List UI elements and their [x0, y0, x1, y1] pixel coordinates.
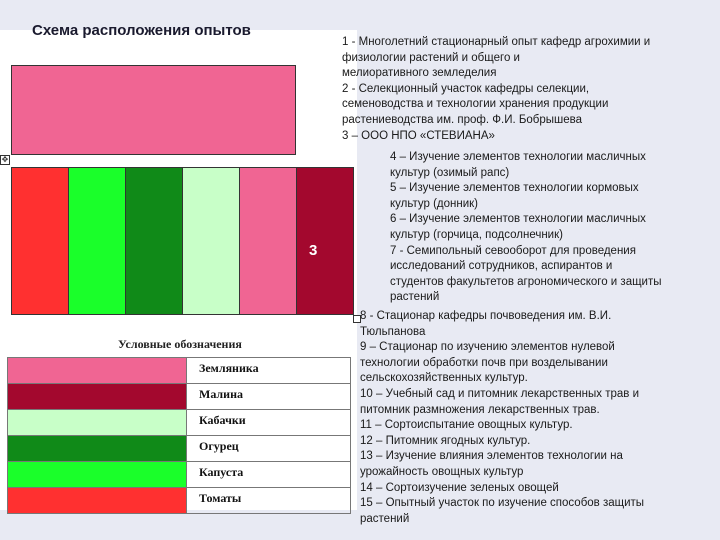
plot-strip [182, 167, 240, 315]
legend-label: Огурец [187, 436, 351, 462]
plot-strip [125, 167, 183, 315]
legend-swatch [8, 462, 187, 488]
legend-row [8, 384, 351, 410]
move-handle-icon[interactable]: ✥ [1, 155, 9, 164]
page-title: Схема расположения опытов [32, 22, 251, 39]
legend-row [8, 410, 351, 436]
plot-strip [296, 167, 354, 315]
legend-swatch [8, 436, 187, 462]
description-block-2: 4 – Изучение элементов технологии масличных культур (озимый рапс) 5 – Изучение элементов технологии кормовых культур (донник) 6 – Изучение элементов технологии масличных культур (горчица, подсолнечник) 7 - Семипольный севооборот для проведения исследований сотрудников, аспирантов и студентов факультетов агрономического и защиты растений [390, 151, 662, 304]
plot-number-label: 3 [309, 242, 318, 259]
description-block-3: 8 - Стационар кафедры почвоведения им. В.И. Тюльпанова 9 – Стационар по изучению элементов нулевой технологии обработки почв при возделывании сельскохозяйственных культур. 10 – Учебный сад и питомник лекарственных трав и питомник размножения лекарственных трав. 11 – Сортоиспытание овощных культур. 12 – Питомник ягодных культур. 13 – Изучение влияния элементов технологии на урожайность овощных культур 14 – Сортоизучение зеленых овощей 15 – Опытный участок по изучение способов защиты растений [360, 310, 645, 525]
legend-row [8, 462, 351, 488]
top-plot [11, 65, 296, 155]
legend-label: Земляника [187, 358, 351, 384]
description-block-1: 1 - Многолетний стационарный опыт кафедр агрохимии и физиологии растений и общего и мелиоративного земледелия 2 - Селекционный участок кафедры селекции, семеноводства и технологии хранения продукции растениеводства им. проф. Ф.И. Бобрышева 3 – ООО НПО «СТЕВИАНА» [342, 36, 651, 142]
plot-strip [239, 167, 297, 315]
legend-row [8, 358, 351, 384]
plot-strip [11, 167, 69, 315]
legend-label: Кабачки [187, 410, 351, 436]
plot-strip [68, 167, 126, 315]
legend-table [7, 357, 351, 514]
legend-swatch [8, 488, 187, 514]
legend-title: Условные обозначения [118, 337, 242, 351]
legend-label: Капуста [187, 462, 351, 488]
legend-label: Малина [187, 384, 351, 410]
legend-row [8, 436, 351, 462]
legend-row [8, 488, 351, 514]
legend-swatch [8, 358, 187, 384]
legend-swatch [8, 384, 187, 410]
legend-swatch [8, 410, 187, 436]
legend-label: Томаты [187, 488, 351, 514]
